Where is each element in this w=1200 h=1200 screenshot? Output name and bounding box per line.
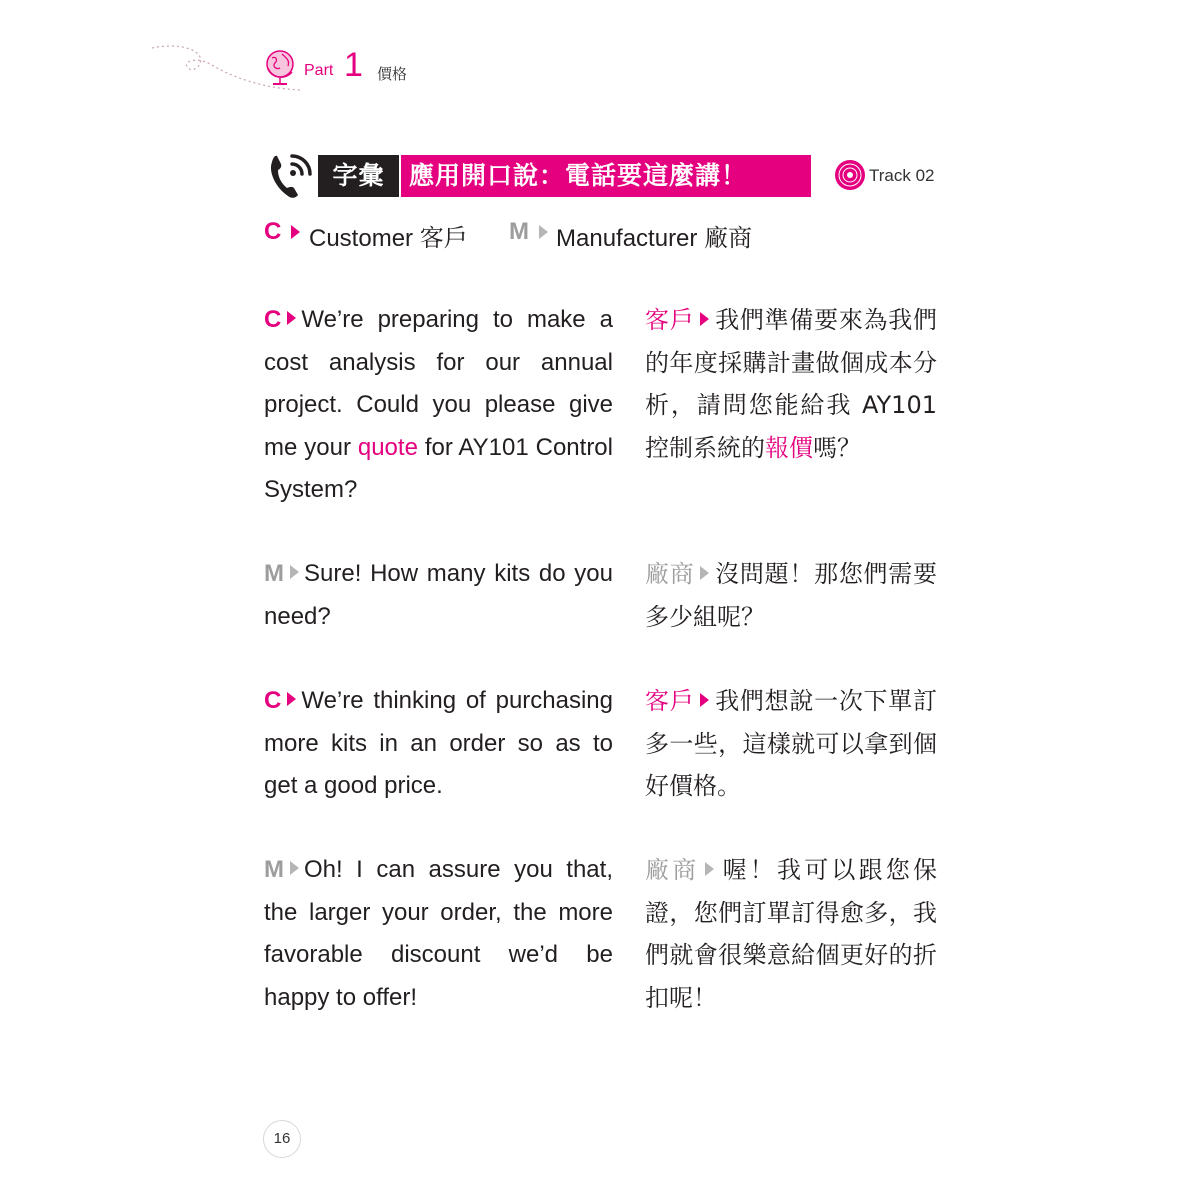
dialogue-1-en bbox=[264, 299, 613, 512]
legend-manufacturer-code: M bbox=[509, 218, 529, 245]
part-title: 價格 bbox=[377, 65, 408, 83]
speaker-label: 廠商 bbox=[645, 856, 700, 884]
dialogue-1-zh bbox=[645, 299, 937, 469]
dialogue-text: We’re preparing to make a cost analysis for our annual project. Could you please give me your bbox=[264, 306, 613, 461]
banner-category: 字彙 bbox=[318, 155, 399, 197]
dialogue-2-zh bbox=[645, 553, 937, 638]
dialogue-3-en bbox=[264, 680, 613, 808]
dialogue-2-en bbox=[264, 553, 613, 638]
phone-icon bbox=[266, 150, 318, 202]
legend-customer-text: Customer 客戶 bbox=[309, 225, 468, 252]
grey-arrow-icon bbox=[705, 862, 714, 876]
speaker-label: 客戶 bbox=[645, 306, 695, 334]
pink-arrow-icon bbox=[291, 225, 300, 239]
grey-arrow-icon bbox=[290, 861, 299, 875]
speaker-label: 客戶 bbox=[645, 687, 695, 715]
dialogue-text: 沒問題！那您們需要多少組呢？ bbox=[645, 560, 938, 631]
part-number: 1 bbox=[344, 46, 363, 84]
pink-arrow-icon bbox=[700, 693, 709, 707]
dialogue-text: for AY101 Control System? bbox=[264, 433, 613, 503]
dialogue-text: 我們想說一次下單訂多一些，這樣就可以拿到個好價格。 bbox=[645, 687, 938, 800]
cd-icon[interactable] bbox=[834, 159, 866, 191]
legend-manufacturer-text: Manufacturer 廠商 bbox=[556, 225, 753, 252]
pink-arrow-icon bbox=[287, 692, 296, 706]
legend-customer-code: C bbox=[264, 218, 282, 245]
pink-arrow-icon bbox=[287, 311, 296, 325]
grey-arrow-icon bbox=[700, 566, 709, 580]
banner-title: 應用開口說：電話要這麼講！ bbox=[401, 155, 811, 197]
page-number: 16 bbox=[263, 1120, 301, 1158]
speaker-code: C bbox=[264, 687, 282, 714]
dialogue-4-zh bbox=[645, 849, 937, 1019]
grey-arrow-icon bbox=[290, 565, 299, 579]
dialogue-text: Sure! How many kits do you need? bbox=[264, 560, 613, 630]
keyword-highlight: quote bbox=[357, 433, 418, 461]
speaker-code: M bbox=[264, 560, 284, 587]
dialogue-text: 我們準備要來為我們的年度採購計畫做個成本分析，請問您能給我 AY101 控制系統的 bbox=[645, 306, 938, 462]
speaker-code: C bbox=[264, 306, 282, 333]
dialogue-text: 嗎？ bbox=[813, 433, 861, 462]
speaker-label: 廠商 bbox=[645, 560, 695, 588]
pink-arrow-icon bbox=[700, 312, 709, 326]
part-label: Part bbox=[304, 62, 334, 79]
track-label: Track 02 bbox=[869, 166, 935, 185]
dialogue-4-en bbox=[264, 849, 613, 1019]
globe-icon bbox=[262, 48, 298, 88]
dialogue-text: We’re thinking of purchasing more kits in an order so as to get a good price. bbox=[264, 687, 613, 799]
grey-arrow-icon bbox=[539, 225, 548, 239]
dialogue-text: Oh! I can assure you that, the larger your order, the more favorable discount we’d be happy to offer! bbox=[264, 856, 613, 1011]
dialogue-3-zh bbox=[645, 680, 937, 808]
legend-manufacturer bbox=[509, 218, 529, 246]
keyword-highlight: 報價 bbox=[765, 433, 813, 462]
dialogue-text: 喔！我可以跟您保證，您們訂單訂得愈多，我們就會很樂意給個更好的折扣呢！ bbox=[645, 856, 938, 1012]
legend-customer bbox=[264, 218, 281, 246]
speaker-code: M bbox=[264, 856, 284, 883]
